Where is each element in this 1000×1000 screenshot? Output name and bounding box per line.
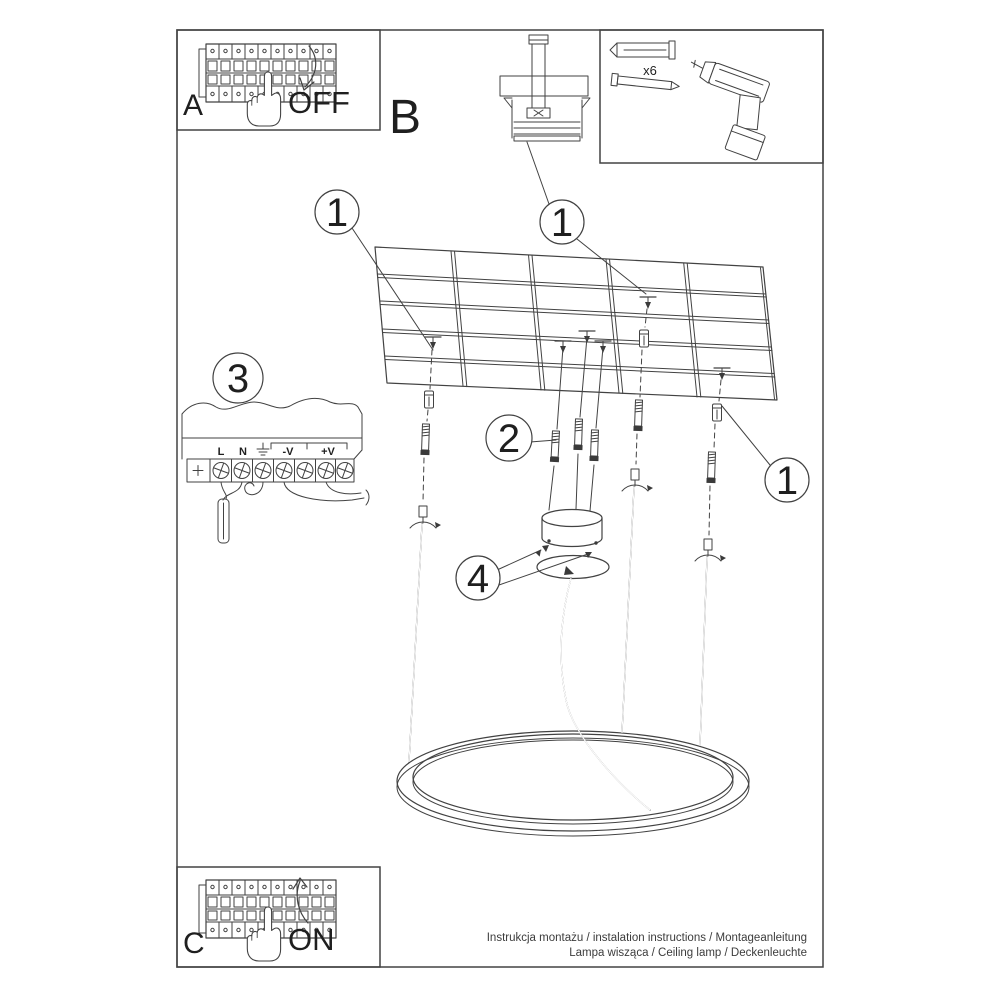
callout-1-bottom-right xyxy=(722,406,809,503)
psu-perforated-panel xyxy=(182,399,362,438)
step-c xyxy=(183,878,336,961)
suspension-assembly-middle xyxy=(549,337,603,511)
earth-icon xyxy=(257,443,269,455)
callout-3 xyxy=(213,353,263,403)
callout-number: 3 xyxy=(226,357,250,401)
drill-icon xyxy=(667,55,783,161)
hand-icon xyxy=(247,907,280,961)
wall-plug-icon xyxy=(610,41,675,59)
callout-2 xyxy=(486,415,556,461)
terminal-negv-label: -V xyxy=(282,446,294,458)
step-b xyxy=(389,35,590,144)
footer-text xyxy=(487,932,807,959)
footer-line-2: Lampa wisząca / Ceiling lamp / Deckenleuchte xyxy=(569,947,807,959)
ceiling-grid xyxy=(375,247,777,400)
psu-terminal-block xyxy=(182,399,369,543)
terminal-posv-label: +V xyxy=(321,446,335,458)
callout-number: 1 xyxy=(550,201,574,245)
callout-1-top-left xyxy=(315,190,433,350)
step-a xyxy=(183,44,350,126)
tools xyxy=(610,41,783,160)
terminal-n-label: N xyxy=(239,446,247,458)
terminal-l-label: L xyxy=(217,446,225,458)
suspension-assembly-third xyxy=(622,309,653,733)
power-cable xyxy=(561,566,650,810)
callout-number: 1 xyxy=(775,459,799,503)
psu-wires xyxy=(218,482,369,543)
callout-number: 4 xyxy=(466,557,490,601)
on-label: ON xyxy=(288,922,335,957)
suspension-assembly-right xyxy=(695,380,726,746)
off-label: OFF xyxy=(288,85,350,120)
hand-icon xyxy=(247,72,280,126)
callout-number: 2 xyxy=(497,417,521,461)
anchor-count-label: x6 xyxy=(643,63,657,78)
ring-lamp xyxy=(397,731,749,836)
ceiling-anchor-drawing xyxy=(500,35,590,141)
step-b-label: B xyxy=(389,91,422,144)
footer-line-1: Instrukcja montażu / instalation instructions / Montageanleitung xyxy=(486,932,807,944)
callout-number: 1 xyxy=(325,191,349,235)
step-c-label: C xyxy=(183,927,205,960)
step-a-label: A xyxy=(183,89,204,122)
callout-1-top-middle xyxy=(527,142,646,294)
suspension-assembly-left xyxy=(409,350,441,762)
